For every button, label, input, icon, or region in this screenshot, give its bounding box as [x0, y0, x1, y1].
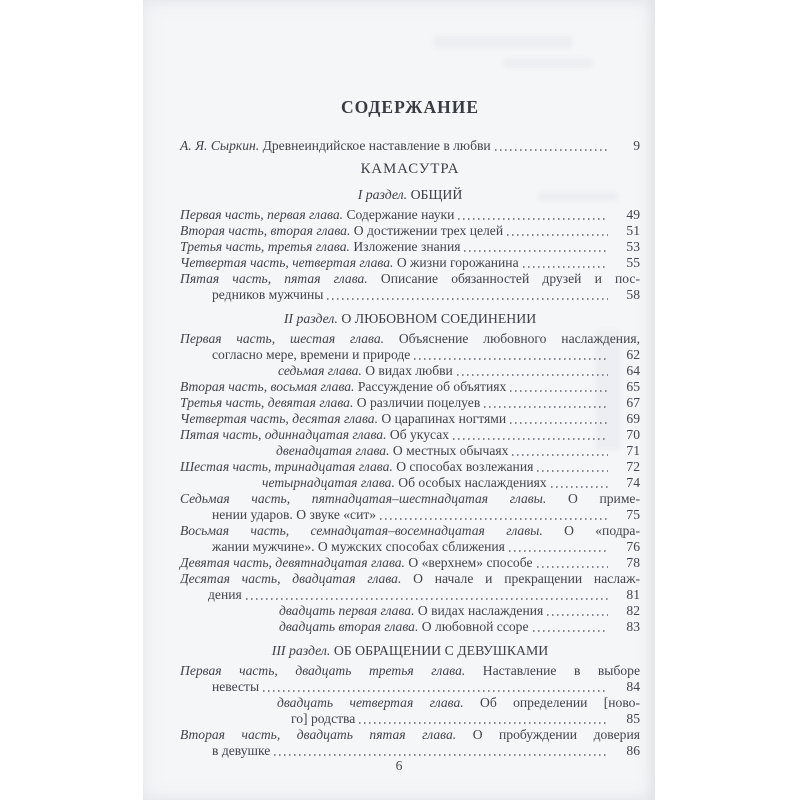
toc-content	[180, 0, 640, 759]
toc-row-lead: Вторая часть, восьмая глава.	[180, 379, 358, 394]
toc-row-lead: Первая часть, шестая глава.	[180, 331, 399, 346]
dot-leader	[537, 566, 609, 568]
toc-row-lead: Вторая часть, двадцать пятая глава.	[180, 727, 473, 742]
toc-row-text	[180, 571, 640, 586]
toc-section-2	[180, 311, 640, 635]
toc-row	[180, 711, 640, 727]
toc-row-title: в девушке	[212, 743, 271, 758]
section-rows	[180, 331, 640, 635]
toc-row-title: О «подра-	[564, 523, 640, 538]
toc-row-title: Описание обязанностей друзей и пос-	[380, 271, 640, 286]
dot-leader	[547, 614, 608, 616]
toc-row-title: Объяснение любовного наслаждения,	[398, 331, 640, 346]
toc-row-title: дения	[208, 587, 242, 602]
toc-row	[180, 239, 640, 255]
toc-row	[180, 347, 640, 363]
toc-page-number: 84	[626, 679, 640, 694]
dot-leader	[359, 722, 608, 724]
section-title: ОБ ОБРАЩЕНИИ С ДЕВУШКАМИ	[333, 643, 549, 658]
section-title: ОБЩИЙ	[410, 187, 463, 202]
toc-row-lead: Третья часть, девятая глава.	[180, 395, 357, 410]
toc-row-title: О царапинах ногтями	[381, 411, 507, 426]
book-page	[143, 0, 655, 800]
footer-page-number: 6	[395, 758, 403, 773]
section-heading	[180, 187, 640, 203]
toc-row	[180, 491, 640, 507]
toc-row-text	[212, 287, 323, 303]
toc-row-lead: Пятая часть, одиннадцатая глава.	[180, 427, 390, 442]
toc-row-lead: двенадцатая глава.	[276, 443, 393, 458]
toc-row-text	[180, 207, 454, 223]
toc-row-lead: Первая часть, двадцать третья глава.	[180, 663, 483, 678]
toc-page-number: 72	[626, 459, 640, 474]
toc-row-title: О любовной ссоре	[421, 619, 529, 634]
toc-row	[180, 271, 640, 287]
section-rows	[180, 663, 640, 759]
dot-leader	[274, 754, 608, 756]
dot-leader	[533, 630, 609, 632]
toc-row-title: Изложение знания	[353, 239, 461, 254]
toc-row	[180, 443, 640, 459]
toc-page-number: 83	[626, 619, 640, 634]
toc-row	[180, 743, 640, 759]
toc-page-number: 65	[626, 379, 640, 394]
section-title: О ЛЮБОВНОМ СОЕДИНЕНИИ	[341, 311, 537, 326]
toc-page-number: 75	[626, 507, 640, 522]
toc-page-number: 70	[626, 427, 640, 442]
toc-row-text	[212, 347, 410, 363]
dot-leader	[380, 518, 608, 520]
toc-row-text	[278, 363, 453, 379]
toc-row-lead: Девятая часть, девятнадцатая глава.	[180, 555, 409, 570]
section-heading	[180, 643, 640, 659]
toc-row-text	[180, 379, 506, 395]
toc-row-title: редников мужчины	[212, 287, 324, 302]
toc-row-title: О способах возлежания	[396, 459, 534, 474]
dot-leader	[512, 454, 608, 456]
dot-leader	[509, 550, 608, 552]
section-heading	[180, 311, 640, 327]
toc-row-title: О пробуждении доверия	[472, 727, 640, 742]
toc-row-title: О «верхнем» способе	[408, 555, 533, 570]
toc-row-title: согласно мере, времени и природе	[212, 347, 411, 362]
toc-row	[180, 679, 640, 695]
toc-row-text	[180, 459, 533, 475]
toc-page-number: 58	[626, 287, 640, 302]
section-rows	[180, 207, 640, 303]
toc-row	[180, 411, 640, 427]
dot-leader	[453, 438, 608, 440]
dot-leader	[457, 374, 608, 376]
toc-row	[180, 507, 640, 523]
toc-row	[180, 603, 640, 619]
toc-row-title: го] родства	[291, 711, 356, 726]
toc-row-title: О видах любви	[365, 363, 453, 378]
toc-row-text	[276, 443, 508, 459]
toc-row-text	[180, 239, 460, 255]
toc-row-lead: четырнадцатая глава.	[262, 475, 399, 490]
dot-leader	[551, 486, 608, 488]
toc-row-title: Об особых наслаждениях	[398, 475, 547, 490]
toc-row-title: нении ударов. О звуке «сит»	[212, 507, 377, 522]
dot-leader	[458, 218, 608, 220]
toc-row-text	[212, 679, 259, 695]
toc-row	[180, 395, 640, 411]
toc-row-title: Рассуждение об объятиях	[357, 379, 507, 394]
toc-row-lead: Вторая часть, вторая глава.	[180, 223, 354, 238]
toc-row-title: О местных обычаях	[392, 443, 509, 458]
toc-row-lead: двадцать вторая глава.	[279, 619, 422, 634]
toc-row-title: Об определении [ново-	[480, 695, 640, 710]
toc-title: СОДЕРЖАНИЕ	[340, 97, 479, 117]
toc-page-number: 78	[626, 555, 640, 570]
toc-page-number: 74	[626, 475, 640, 490]
toc-row	[180, 587, 640, 603]
toc-row-lead: Пятая часть, пятая глава.	[180, 271, 381, 286]
toc-row-text	[180, 491, 640, 506]
toc-section-1	[180, 187, 640, 303]
toc-page-number: 85	[626, 711, 640, 726]
toc-row-lead: Седьмая часть, пятнадцатая–шестнадцатая главы.	[180, 491, 568, 506]
section-label: III раздел.	[271, 643, 331, 658]
section-label: II раздел.	[283, 311, 338, 326]
toc-row	[180, 571, 640, 587]
toc-row	[180, 379, 640, 395]
toc-row-text	[212, 507, 376, 523]
dot-leader	[510, 422, 608, 424]
toc-row-text	[180, 331, 640, 346]
book-title: КАМАСУТРА	[360, 161, 460, 177]
toc-row-lead: Первая часть, первая глава.	[180, 207, 347, 222]
toc-page-number: 67	[626, 395, 640, 410]
toc-row-title: О начале и прекращении наслаж-	[413, 571, 640, 586]
dot-leader	[464, 250, 608, 252]
toc-row	[180, 523, 640, 539]
toc-row	[180, 138, 640, 154]
toc-row	[180, 287, 640, 303]
toc-row-title: невесты	[212, 679, 260, 694]
toc-row-text	[291, 711, 355, 727]
toc-row-text	[279, 619, 529, 635]
toc-row-title: О различии поцелуев	[356, 395, 481, 410]
toc-row-lead: Четвертая часть, десятая глава.	[180, 411, 382, 426]
toc-row-text	[180, 663, 640, 678]
toc-row	[180, 363, 640, 379]
toc-row-text	[180, 427, 449, 443]
toc-row-lead: Десятая часть, двадцатая глава.	[180, 571, 414, 586]
toc-page-number: 62	[626, 347, 640, 362]
toc-intro	[180, 138, 640, 154]
toc-row-title: Об укусах	[389, 427, 450, 442]
toc-row-text	[279, 603, 543, 619]
toc-row	[180, 255, 640, 271]
toc-page-number: 51	[626, 223, 640, 238]
toc-row-text	[180, 555, 533, 571]
dot-leader	[495, 149, 608, 151]
toc-row-title: О достижении трех целей	[353, 223, 504, 238]
toc-page-number: 64	[626, 363, 640, 378]
dot-leader	[414, 358, 608, 360]
toc-page-number: 55	[626, 255, 640, 270]
toc-section-3	[180, 643, 640, 759]
toc-row-text	[180, 223, 503, 239]
toc-row-lead: Шестая часть, тринадцатая глава.	[180, 459, 397, 474]
toc-page-number: 82	[626, 603, 640, 618]
toc-row-text	[180, 395, 480, 411]
toc-row	[180, 207, 640, 223]
dot-leader	[484, 406, 608, 408]
toc-page-number: 86	[626, 743, 640, 758]
toc-row-text	[212, 743, 270, 759]
toc-row-title: Древнеиндийское наставление в любви	[262, 138, 491, 153]
toc-row-text	[277, 695, 640, 710]
dot-leader	[537, 470, 608, 472]
toc-row-lead: Третья часть, третья глава.	[180, 239, 354, 254]
toc-row-lead: А. Я. Сыркин.	[180, 138, 263, 153]
dot-leader	[263, 690, 608, 692]
toc-row-title: О жизни горожанина	[396, 255, 519, 270]
toc-row-text	[180, 271, 640, 286]
toc-page-number: 9	[633, 138, 640, 153]
dot-leader	[510, 390, 608, 392]
toc-page-number: 81	[626, 587, 640, 602]
toc-row	[180, 331, 640, 347]
toc-page-number: 71	[626, 443, 640, 458]
toc-row-text	[208, 587, 242, 603]
toc-row-lead: двадцать четвертая глава.	[277, 695, 480, 710]
dot-leader	[327, 298, 608, 300]
toc-row-text	[180, 727, 640, 742]
toc-page-number: 49	[626, 207, 640, 222]
toc-page-number: 53	[626, 239, 640, 254]
toc-row-title: О видах наслаждения	[417, 603, 544, 618]
toc-row-lead: Восьмая часть, семнадцатая–восемнадцатая главы.	[180, 523, 565, 538]
toc-row-text	[180, 255, 519, 271]
toc-row	[180, 223, 640, 239]
toc-row	[180, 663, 640, 679]
dot-leader	[523, 266, 608, 268]
toc-row	[180, 427, 640, 443]
toc-row-lead: Четвертая часть, четвертая глава.	[180, 255, 397, 270]
toc-row-title: Содержание науки	[346, 207, 455, 222]
toc-row-text	[180, 411, 506, 427]
toc-row-title: О приме-	[567, 491, 640, 506]
toc-row	[180, 459, 640, 475]
toc-row	[180, 555, 640, 571]
toc-row	[180, 619, 640, 635]
toc-row-text	[180, 138, 491, 154]
dot-leader	[246, 598, 608, 600]
toc-row-lead: седьмая глава.	[278, 363, 366, 378]
toc-row-title: Наставление в выборе	[482, 663, 640, 678]
toc-row	[180, 475, 640, 491]
toc-row-text	[212, 539, 505, 555]
toc-page-number: 76	[626, 539, 640, 554]
toc-page-number: 69	[626, 411, 640, 426]
section-label: I раздел.	[357, 187, 408, 202]
toc-row-text	[180, 523, 640, 538]
toc-row-lead: двадцать первая глава.	[279, 603, 418, 618]
toc-row	[180, 727, 640, 743]
toc-row-title: жании мужчине». О мужских способах сближения	[212, 539, 505, 554]
toc-row-text	[262, 475, 547, 491]
toc-row	[180, 695, 640, 711]
toc-row	[180, 539, 640, 555]
dot-leader	[507, 234, 608, 236]
